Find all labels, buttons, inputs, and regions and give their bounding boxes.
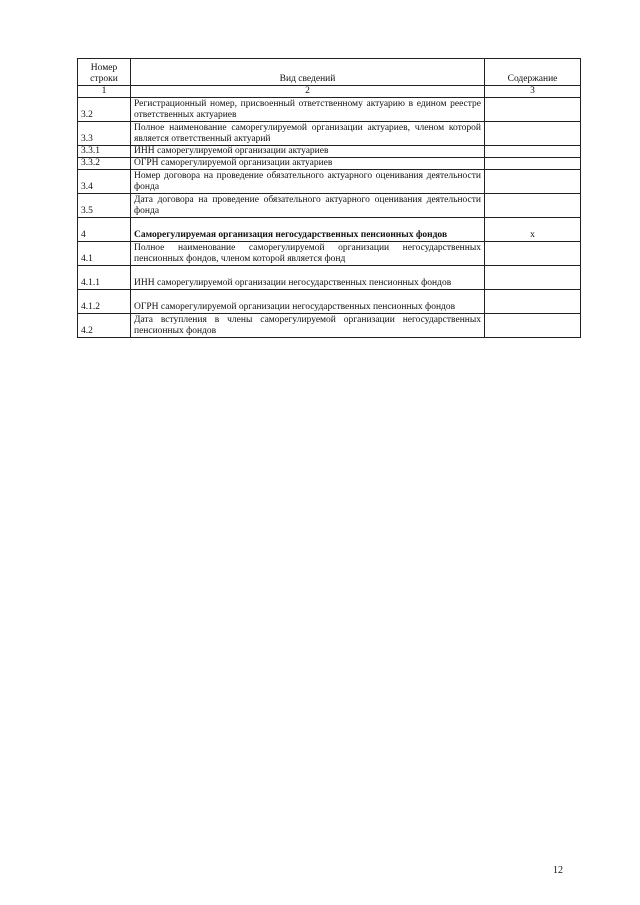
row-value: [485, 314, 581, 338]
row-value: [485, 194, 581, 218]
header-row-number: Номер строки: [78, 59, 131, 86]
row-text: Номер договора на проведение обязательного актуарного оценивания деятельности фонда: [131, 170, 485, 194]
row-number: 3.3: [78, 122, 131, 146]
row-number: 3.3.2: [78, 158, 131, 170]
row-value: [485, 158, 581, 170]
column-number-2: 2: [131, 86, 485, 98]
column-number-1: 1: [78, 86, 131, 98]
row-text: ОГРН саморегулируемой организации актуариев: [131, 158, 485, 170]
row-text: ИНН саморегулируемой организации негосударственных пенсионных фондов: [131, 266, 485, 290]
header-content: Содержание: [485, 59, 581, 86]
table-row: [78, 122, 581, 146]
column-numbering-row: [78, 86, 581, 98]
table-row: [78, 146, 581, 158]
row-value: [485, 266, 581, 290]
table-row: [78, 158, 581, 170]
row-number: 3.2: [78, 98, 131, 122]
row-value: [485, 290, 581, 314]
row-text: ОГРН саморегулируемой организации негосударственных пенсионных фондов: [131, 290, 485, 314]
row-number: 4.1.1: [78, 266, 131, 290]
table-row: [78, 218, 581, 242]
row-value: [485, 170, 581, 194]
row-value: [485, 122, 581, 146]
row-number: 3.4: [78, 170, 131, 194]
row-number: 3.5: [78, 194, 131, 218]
row-text: Саморегулируемая организация негосударственных пенсионных фондов: [131, 218, 485, 242]
row-number: 3.3.1: [78, 146, 131, 158]
row-value: [485, 98, 581, 122]
table-row: [78, 266, 581, 290]
row-text: Дата вступления в члены саморегулируемой организации негосударственных пенсионных фондов: [131, 314, 485, 338]
table-header-row: [78, 59, 581, 86]
row-number: 4: [78, 218, 131, 242]
table-row: [78, 290, 581, 314]
row-value: [485, 146, 581, 158]
row-value: x: [485, 218, 581, 242]
information-table: [77, 58, 581, 338]
table-row: [78, 194, 581, 218]
table-row: [78, 242, 581, 266]
table-row: [78, 98, 581, 122]
row-text: ИНН саморегулируемой организации актуариев: [131, 146, 485, 158]
table-row: [78, 170, 581, 194]
row-number: 4.1: [78, 242, 131, 266]
row-text: Полное наименование саморегулируемой организации негосударственных пенсионных фондов, членом которой является фонд: [131, 242, 485, 266]
header-info-type: Вид сведений: [131, 59, 485, 86]
row-text: Дата договора на проведение обязательного актуарного оценивания деятельности фонда: [131, 194, 485, 218]
table-row: [78, 314, 581, 338]
row-text: Регистрационный номер, присвоенный ответственному актуарию в едином реестре ответственных актуариев: [131, 98, 485, 122]
row-value: [485, 242, 581, 266]
column-number-3: 3: [485, 86, 581, 98]
row-text: Полное наименование саморегулируемой организации актуариев, членом которой является ответственный актуарий: [131, 122, 485, 146]
row-number: 4.1.2: [78, 290, 131, 314]
row-number: 4.2: [78, 314, 131, 338]
page-number: 12: [553, 865, 563, 876]
